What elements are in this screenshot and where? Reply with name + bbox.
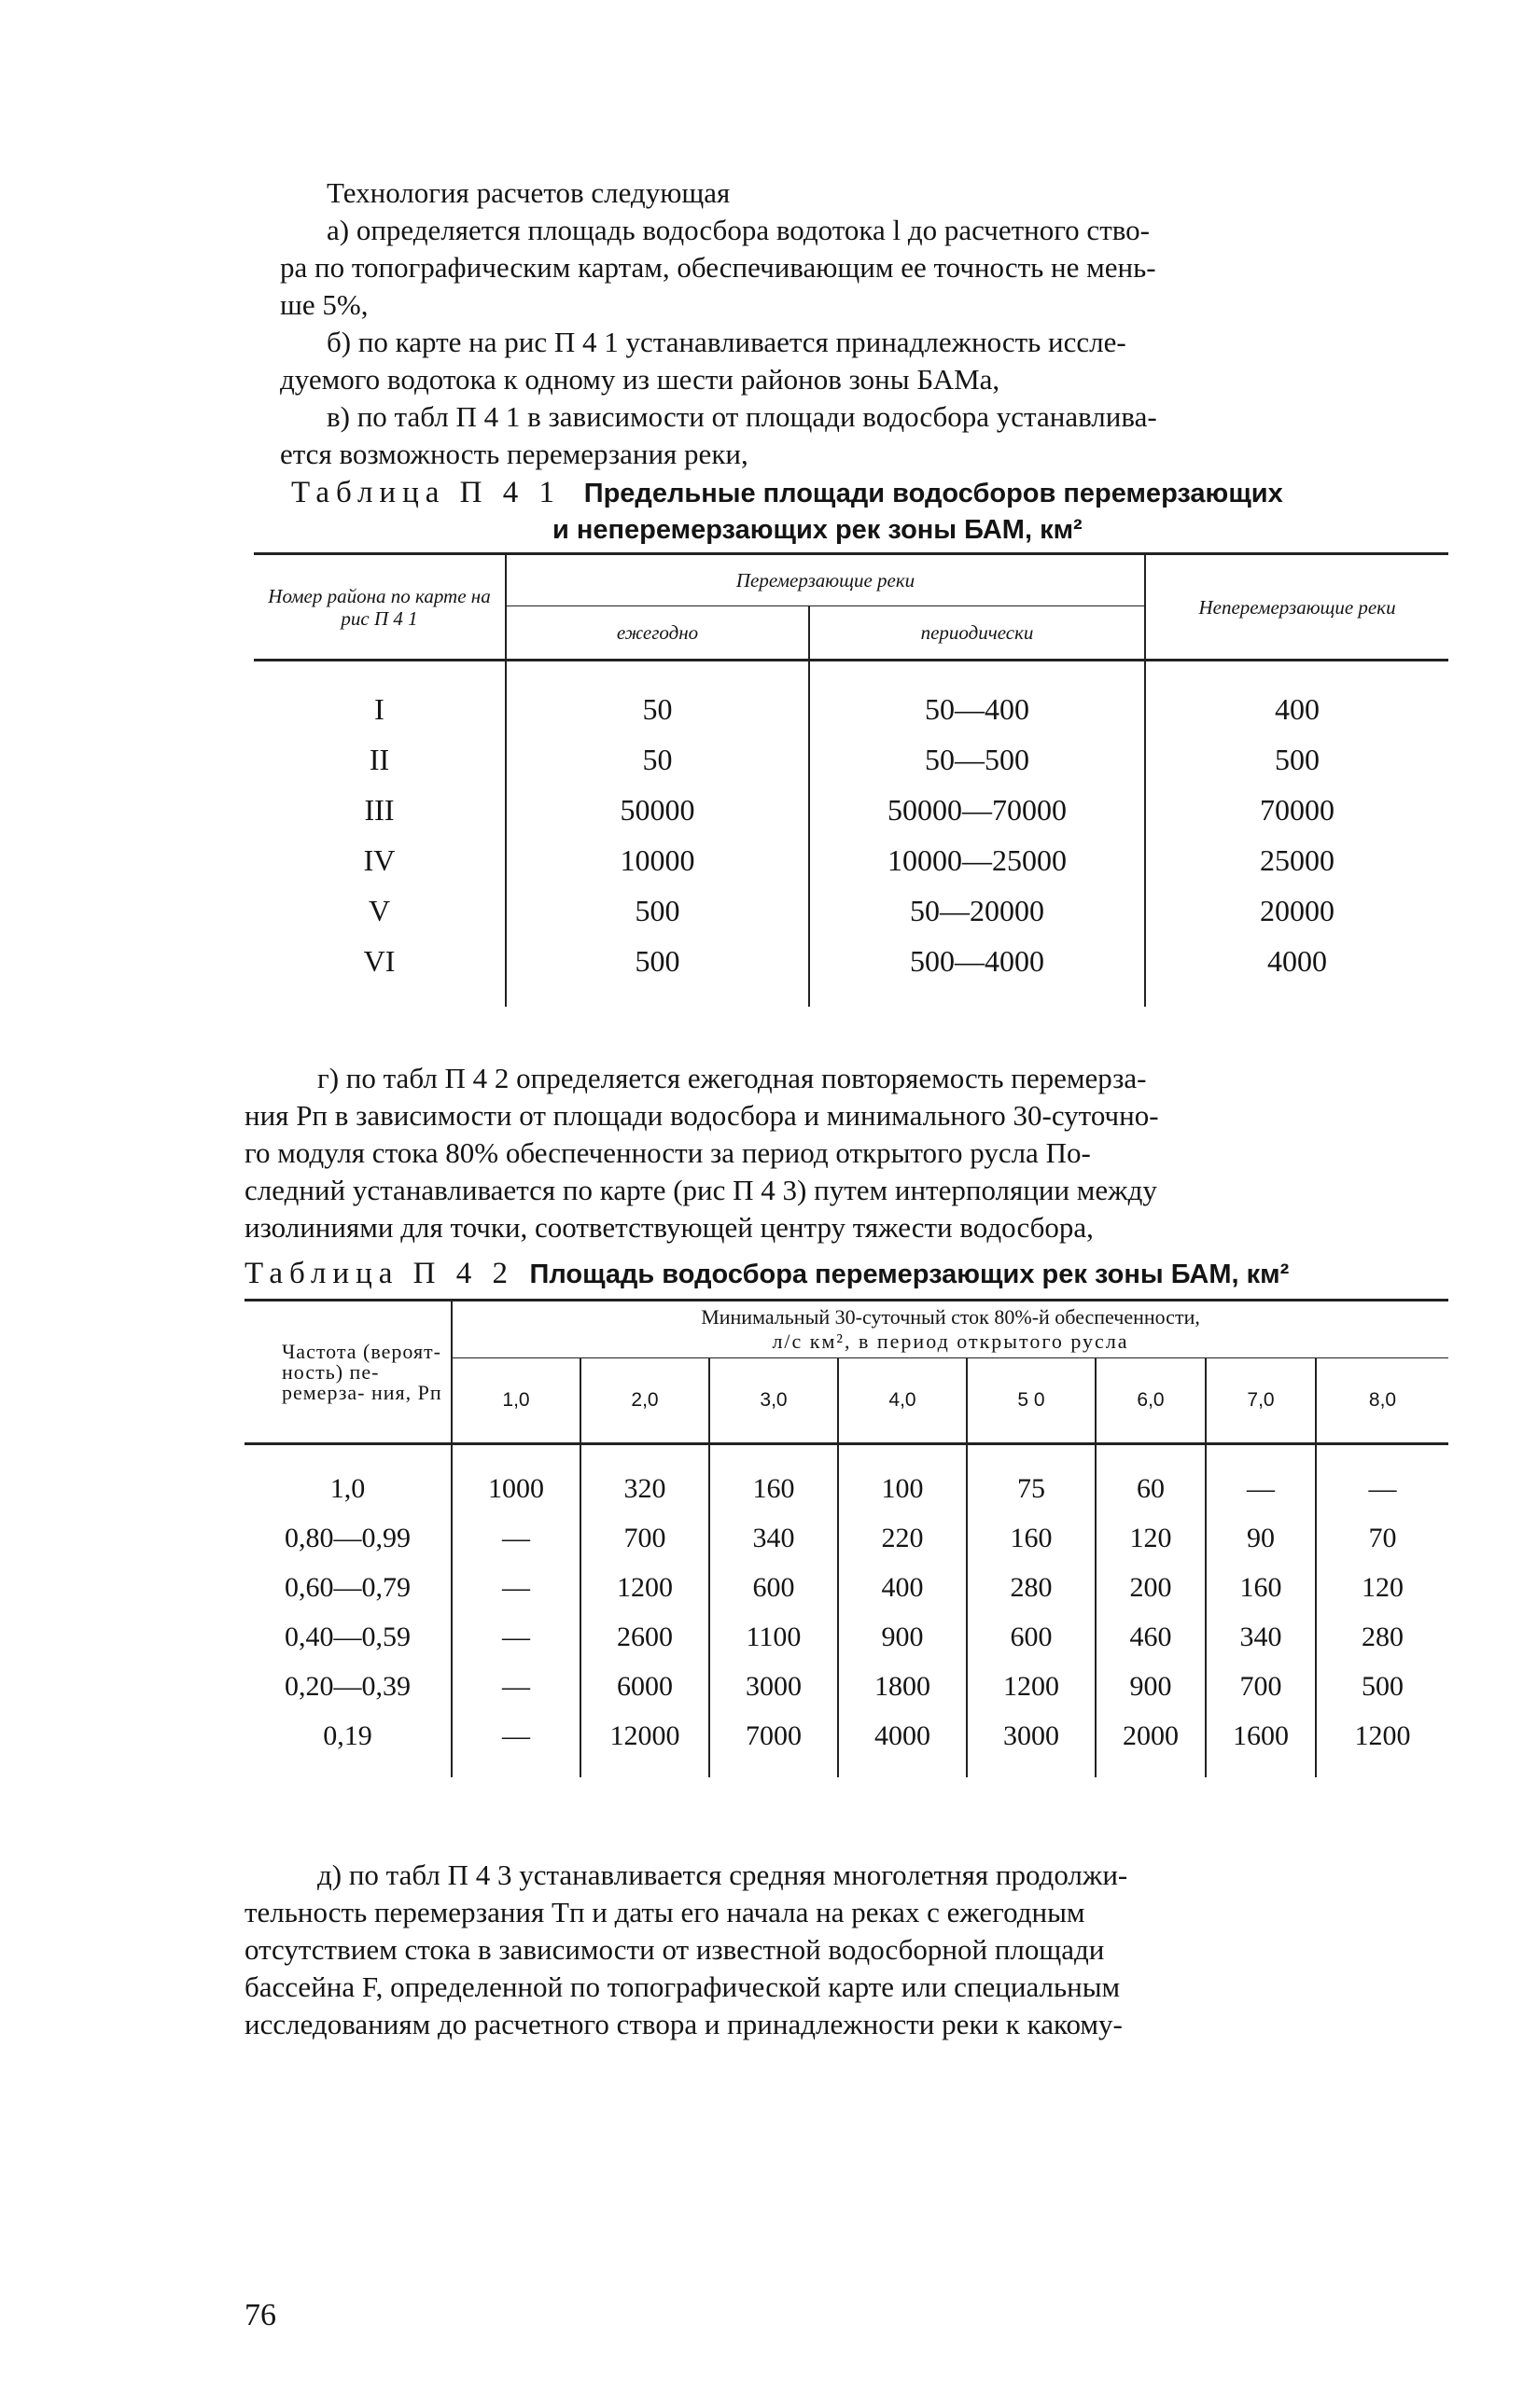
header-min-runoff-line2: л/с км², в период открытого русла [452,1329,1448,1358]
text-line: Технология расчетов следующая [327,176,731,209]
header-district: Номер района по карте на рис П 4 1 [268,584,491,630]
table1-title: Предельные площади водосборов перемерзающих [583,479,1283,508]
table-row [254,734,1448,785]
area-cell: — [452,1563,580,1612]
area-cell: 3000 [709,1662,838,1711]
paragraph-g [245,1060,1448,1246]
value-cell: 500 [506,936,809,1007]
area-cell: 90 [1206,1513,1316,1563]
text-line: исследованиям до расчетного створа и принадлежности реки к какому- [245,2008,1123,2040]
value-cell: 500 [506,885,809,936]
table1-title-line2: и неперемерзающих рек зоны БАМ, км² [552,515,1083,545]
table-row [245,1711,1448,1777]
area-cell: — [452,1662,580,1711]
text-line: в) по табл П 4 1 в зависимости от площади водосбора устанавлива- [327,400,1157,433]
area-cell: 900 [838,1612,967,1662]
text-line: д) по табл П 4 3 устанавливается средняя многолетняя продолжи- [317,1858,1128,1891]
header-runoff-col: 6,0 [1096,1358,1206,1444]
paragraph-d [245,1857,1448,2043]
table-row [245,1513,1448,1563]
text-line: следний устанавливается по карте (рис П 4 3) путем интерполяции между [245,1174,1157,1206]
text-line: бассейна F, определенной по топографической карте или специальным [245,1970,1121,2003]
text-line: ния Pп в зависимости от площади водосбора и минимального 30-суточно- [245,1099,1159,1132]
area-cell: 600 [709,1563,838,1612]
value-cell: 50—400 [809,661,1145,735]
area-cell: 460 [1096,1612,1206,1662]
table2 [245,1299,1448,1777]
header-min-runoff-line1: Минимальный 30-суточный сток 80%-й обеспеченности, [452,1301,1448,1330]
area-cell: 200 [1096,1563,1206,1612]
value-cell: 50000 [506,785,809,835]
area-cell: 70 [1316,1513,1448,1563]
area-cell: 340 [1206,1612,1316,1662]
area-cell: 60 [1096,1444,1206,1514]
area-cell: 160 [967,1513,1096,1563]
frequency-cell: 0,60—0,79 [285,1572,411,1603]
frequency-cell: 0,19 [323,1720,372,1751]
area-cell: 220 [838,1513,967,1563]
frequency-cell: 1,0 [329,1473,366,1504]
area-cell: 600 [967,1612,1096,1662]
value-cell: 400 [1145,661,1448,735]
value-cell: 50 [506,661,809,735]
district-cell: III [364,793,395,827]
value-cell: 50—20000 [809,885,1145,936]
table1-caption [291,474,1283,545]
table2-title: Площадь водосбора перемерзающих рек зоны БАМ, км² [529,1260,1290,1289]
area-cell: 6000 [580,1662,709,1711]
table2-label: Таблица П 4 2 [245,1257,514,1290]
district-cell: IV [363,843,396,877]
frequency-cell: 0,80—0,99 [285,1523,411,1553]
value-cell: 70000 [1145,785,1448,835]
frequency-cell: 0,20—0,39 [285,1671,411,1702]
value-cell: 25000 [1145,835,1448,885]
header-runoff-col: 7,0 [1206,1358,1316,1444]
area-cell: 2000 [1096,1711,1206,1777]
text-line: дуемого водотока к одному из шести районов зоны БАМа, [280,363,1000,396]
area-cell: 500 [1316,1662,1448,1711]
district-cell: VI [363,944,396,978]
header-freezing-rivers: Перемерзающие реки [506,554,1145,606]
header-runoff-col: 3,0 [709,1358,838,1444]
header-frequency: Частота (вероят- ность) пе- ремерза- ния, Pп [282,1339,442,1404]
header-runoff-col: 1,0 [452,1358,580,1444]
table-row [254,885,1448,936]
table-row [245,1612,1448,1662]
district-cell: V [368,894,391,927]
area-cell: 700 [580,1513,709,1563]
area-cell: — [1206,1444,1316,1514]
value-cell: 20000 [1145,885,1448,936]
area-cell: 2600 [580,1612,709,1662]
text-line: изолиниями для точки, соответствующей центру тяжести водосбора, [245,1211,1094,1244]
table1-label: Таблица П 4 1 [291,476,561,509]
district-cell: I [374,692,384,726]
table-row [245,1662,1448,1711]
area-cell: 400 [838,1563,967,1612]
area-cell: — [452,1612,580,1662]
header-runoff-col: 2,0 [580,1358,709,1444]
area-cell: 280 [967,1563,1096,1612]
header-nonfreezing-rivers: Неперемерзающие реки [1145,554,1448,661]
text-line: ше 5%, [280,288,369,321]
area-cell: 1600 [1206,1711,1316,1777]
area-cell: 1000 [452,1444,580,1514]
area-cell: 160 [709,1444,838,1514]
area-cell: 320 [580,1444,709,1514]
page-number: 76 [245,2298,276,2332]
area-cell: 12000 [580,1711,709,1777]
value-cell: 50 [506,734,809,785]
area-cell: 1200 [1316,1711,1448,1777]
text-line: а) определяется площадь водосбора водотока l до расчетного ство- [327,214,1150,246]
area-cell: — [452,1513,580,1563]
intro-paragraph [280,174,1448,473]
value-cell: 500—4000 [809,936,1145,1007]
area-cell: 900 [1096,1662,1206,1711]
value-cell: 50—500 [809,734,1145,785]
header-annual: ежегодно [506,606,809,661]
area-cell: 120 [1316,1563,1448,1612]
text-line: ра по топографическим картам, обеспечивающим ее точность не мень- [280,251,1156,284]
table-row [254,936,1448,1007]
area-cell: 4000 [838,1711,967,1777]
frequency-cell: 0,40—0,59 [285,1622,411,1652]
district-cell: II [369,743,390,776]
text-line: отсутствием стока в зависимости от известной водосборной площади [245,1933,1105,1966]
text-line: б) по карте на рис П 4 1 устанавливается принадлежность иссле- [327,326,1126,358]
table2-caption [245,1255,1289,1293]
value-cell: 10000 [506,835,809,885]
area-cell: 1800 [838,1662,967,1711]
value-cell: 10000—25000 [809,835,1145,885]
header-periodic: периодически [809,606,1145,661]
area-cell: 1200 [967,1662,1096,1711]
value-cell: 500 [1145,734,1448,785]
text-line: го модуля стока 80% обеспеченности за период открытого русла По- [245,1136,1091,1169]
area-cell: — [1316,1444,1448,1514]
table-row [254,835,1448,885]
area-cell: 160 [1206,1563,1316,1612]
area-cell: — [452,1711,580,1777]
text-line: г) по табл П 4 2 определяется ежегодная повторяемость перемерза- [317,1062,1147,1094]
text-line: тельность перемерзания Tп и даты его начала на реках с ежегодным [245,1896,1085,1928]
area-cell: 75 [967,1444,1096,1514]
table1 [254,552,1448,1007]
area-cell: 7000 [709,1711,838,1777]
header-runoff-col: 8,0 [1316,1358,1448,1444]
value-cell: 4000 [1145,936,1448,1007]
area-cell: 3000 [967,1711,1096,1777]
table-row [254,661,1448,735]
area-cell: 120 [1096,1513,1206,1563]
area-cell: 1200 [580,1563,709,1612]
area-cell: 1100 [709,1612,838,1662]
area-cell: 100 [838,1444,967,1514]
table-row [254,785,1448,835]
table-row [245,1563,1448,1612]
area-cell: 280 [1316,1612,1448,1662]
header-runoff-col: 4,0 [838,1358,967,1444]
header-runoff-col: 5 0 [967,1358,1096,1444]
text-line: ется возможность перемерзания реки, [280,438,748,470]
value-cell: 50000—70000 [809,785,1145,835]
area-cell: 700 [1206,1662,1316,1711]
table-row [245,1444,1448,1514]
area-cell: 340 [709,1513,838,1563]
